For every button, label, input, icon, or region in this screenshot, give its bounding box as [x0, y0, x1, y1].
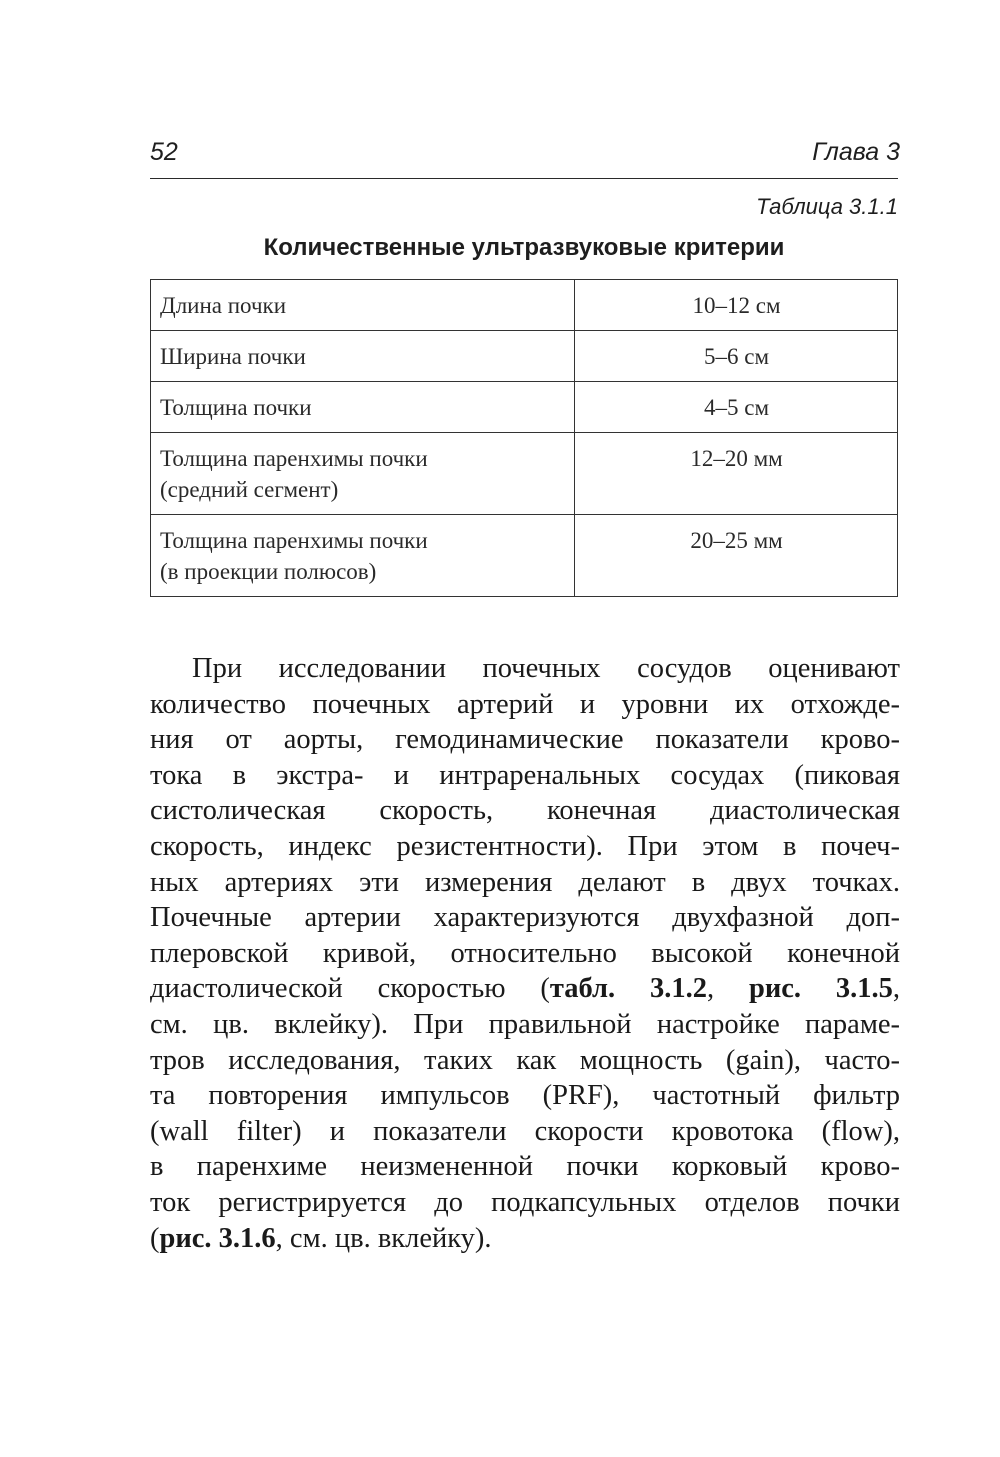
body-paragraph: [150, 651, 900, 1256]
table-title: Количественные ультразвуковые критерии: [263, 234, 785, 261]
cell-text: (средний сегмент): [160, 477, 339, 502]
text-line: плеровской кривой, относительно высокой конечной: [150, 937, 900, 969]
text-line: ния от аорты, гемодинамические показатели крово-: [150, 724, 900, 756]
table-cell-value: 12–20 мм: [575, 433, 898, 515]
figure-reference: рис. 3.1.6: [159, 1222, 276, 1254]
text-line: [150, 1221, 900, 1257]
cell-text: Ширина почки: [160, 344, 306, 369]
text-line: ток регистрируется до подкапсульных отделов почки: [150, 1186, 900, 1218]
text-line: скорость, индекс резистентности). При этом в почеч-: [150, 830, 900, 862]
header-rule: [150, 178, 898, 179]
table-row: [151, 433, 898, 515]
table-row: [151, 382, 898, 433]
table-row: [151, 515, 898, 597]
text-segment: диастолической скоростью (: [150, 973, 550, 1005]
cell-text: Длина почки: [160, 293, 287, 318]
table-cell-parameter: [151, 382, 575, 433]
text-line: Почечные артерии характеризуются двухфазной доп-: [150, 902, 900, 934]
table-label: Таблица 3.1.1: [756, 194, 898, 219]
table-cell-value: 10–12 см: [575, 280, 898, 331]
table-cell-parameter: [151, 280, 575, 331]
text-line: При исследовании почечных сосудов оценивают: [192, 653, 900, 684]
text-line: количество почечных артерий и уровни их отхожде-: [150, 688, 900, 720]
table-cell-value: 20–25 мм: [575, 515, 898, 597]
text-segment: (: [150, 1222, 160, 1254]
text-line: систолическая скорость, конечная диастолическая: [150, 795, 900, 827]
text-line: тока в экстра- и интраренальных сосудах (пиковая: [150, 759, 900, 791]
chapter-label: Глава 3: [812, 138, 900, 166]
text-line: ных артериях эти измерения делают в двух точках.: [150, 866, 900, 898]
text-line: та повторения импульсов (PRF), частотный фильтр: [150, 1080, 900, 1112]
text-segment: ,: [892, 973, 901, 1005]
table-cell-parameter: [151, 433, 575, 515]
text-line: (wall filter) и показатели скорости кровотока (flow),: [150, 1115, 900, 1147]
text-line: см. цв. вклейку). При правильной настройке параме-: [150, 1008, 900, 1040]
page-number: 52: [150, 138, 178, 166]
text-segment: ,: [706, 973, 749, 1005]
table-row: [151, 331, 898, 382]
figure-reference: рис. 3.1.5: [748, 973, 893, 1005]
criteria-table: [150, 279, 898, 597]
text-line: в паренхиме неизмененной почки корковый крово-: [150, 1151, 900, 1183]
table-cell-parameter: [151, 331, 575, 382]
table-reference: табл. 3.1.2: [549, 973, 707, 1005]
table-row: [151, 280, 898, 331]
cell-text: (в проекции полюсов): [160, 559, 377, 584]
table-cell-value: 5–6 см: [575, 331, 898, 382]
text-line: [150, 971, 900, 1007]
cell-text: Толщина паренхимы почки: [160, 446, 428, 471]
text-line: тров исследования, таких как мощность (gain), часто-: [150, 1044, 900, 1076]
table-cell-parameter: [151, 515, 575, 597]
cell-text: Толщина почки: [160, 395, 312, 420]
cell-text: Толщина паренхимы почки: [160, 528, 428, 553]
table-cell-value: 4–5 см: [575, 382, 898, 433]
text-segment: , см. цв. вклейку).: [275, 1222, 492, 1254]
